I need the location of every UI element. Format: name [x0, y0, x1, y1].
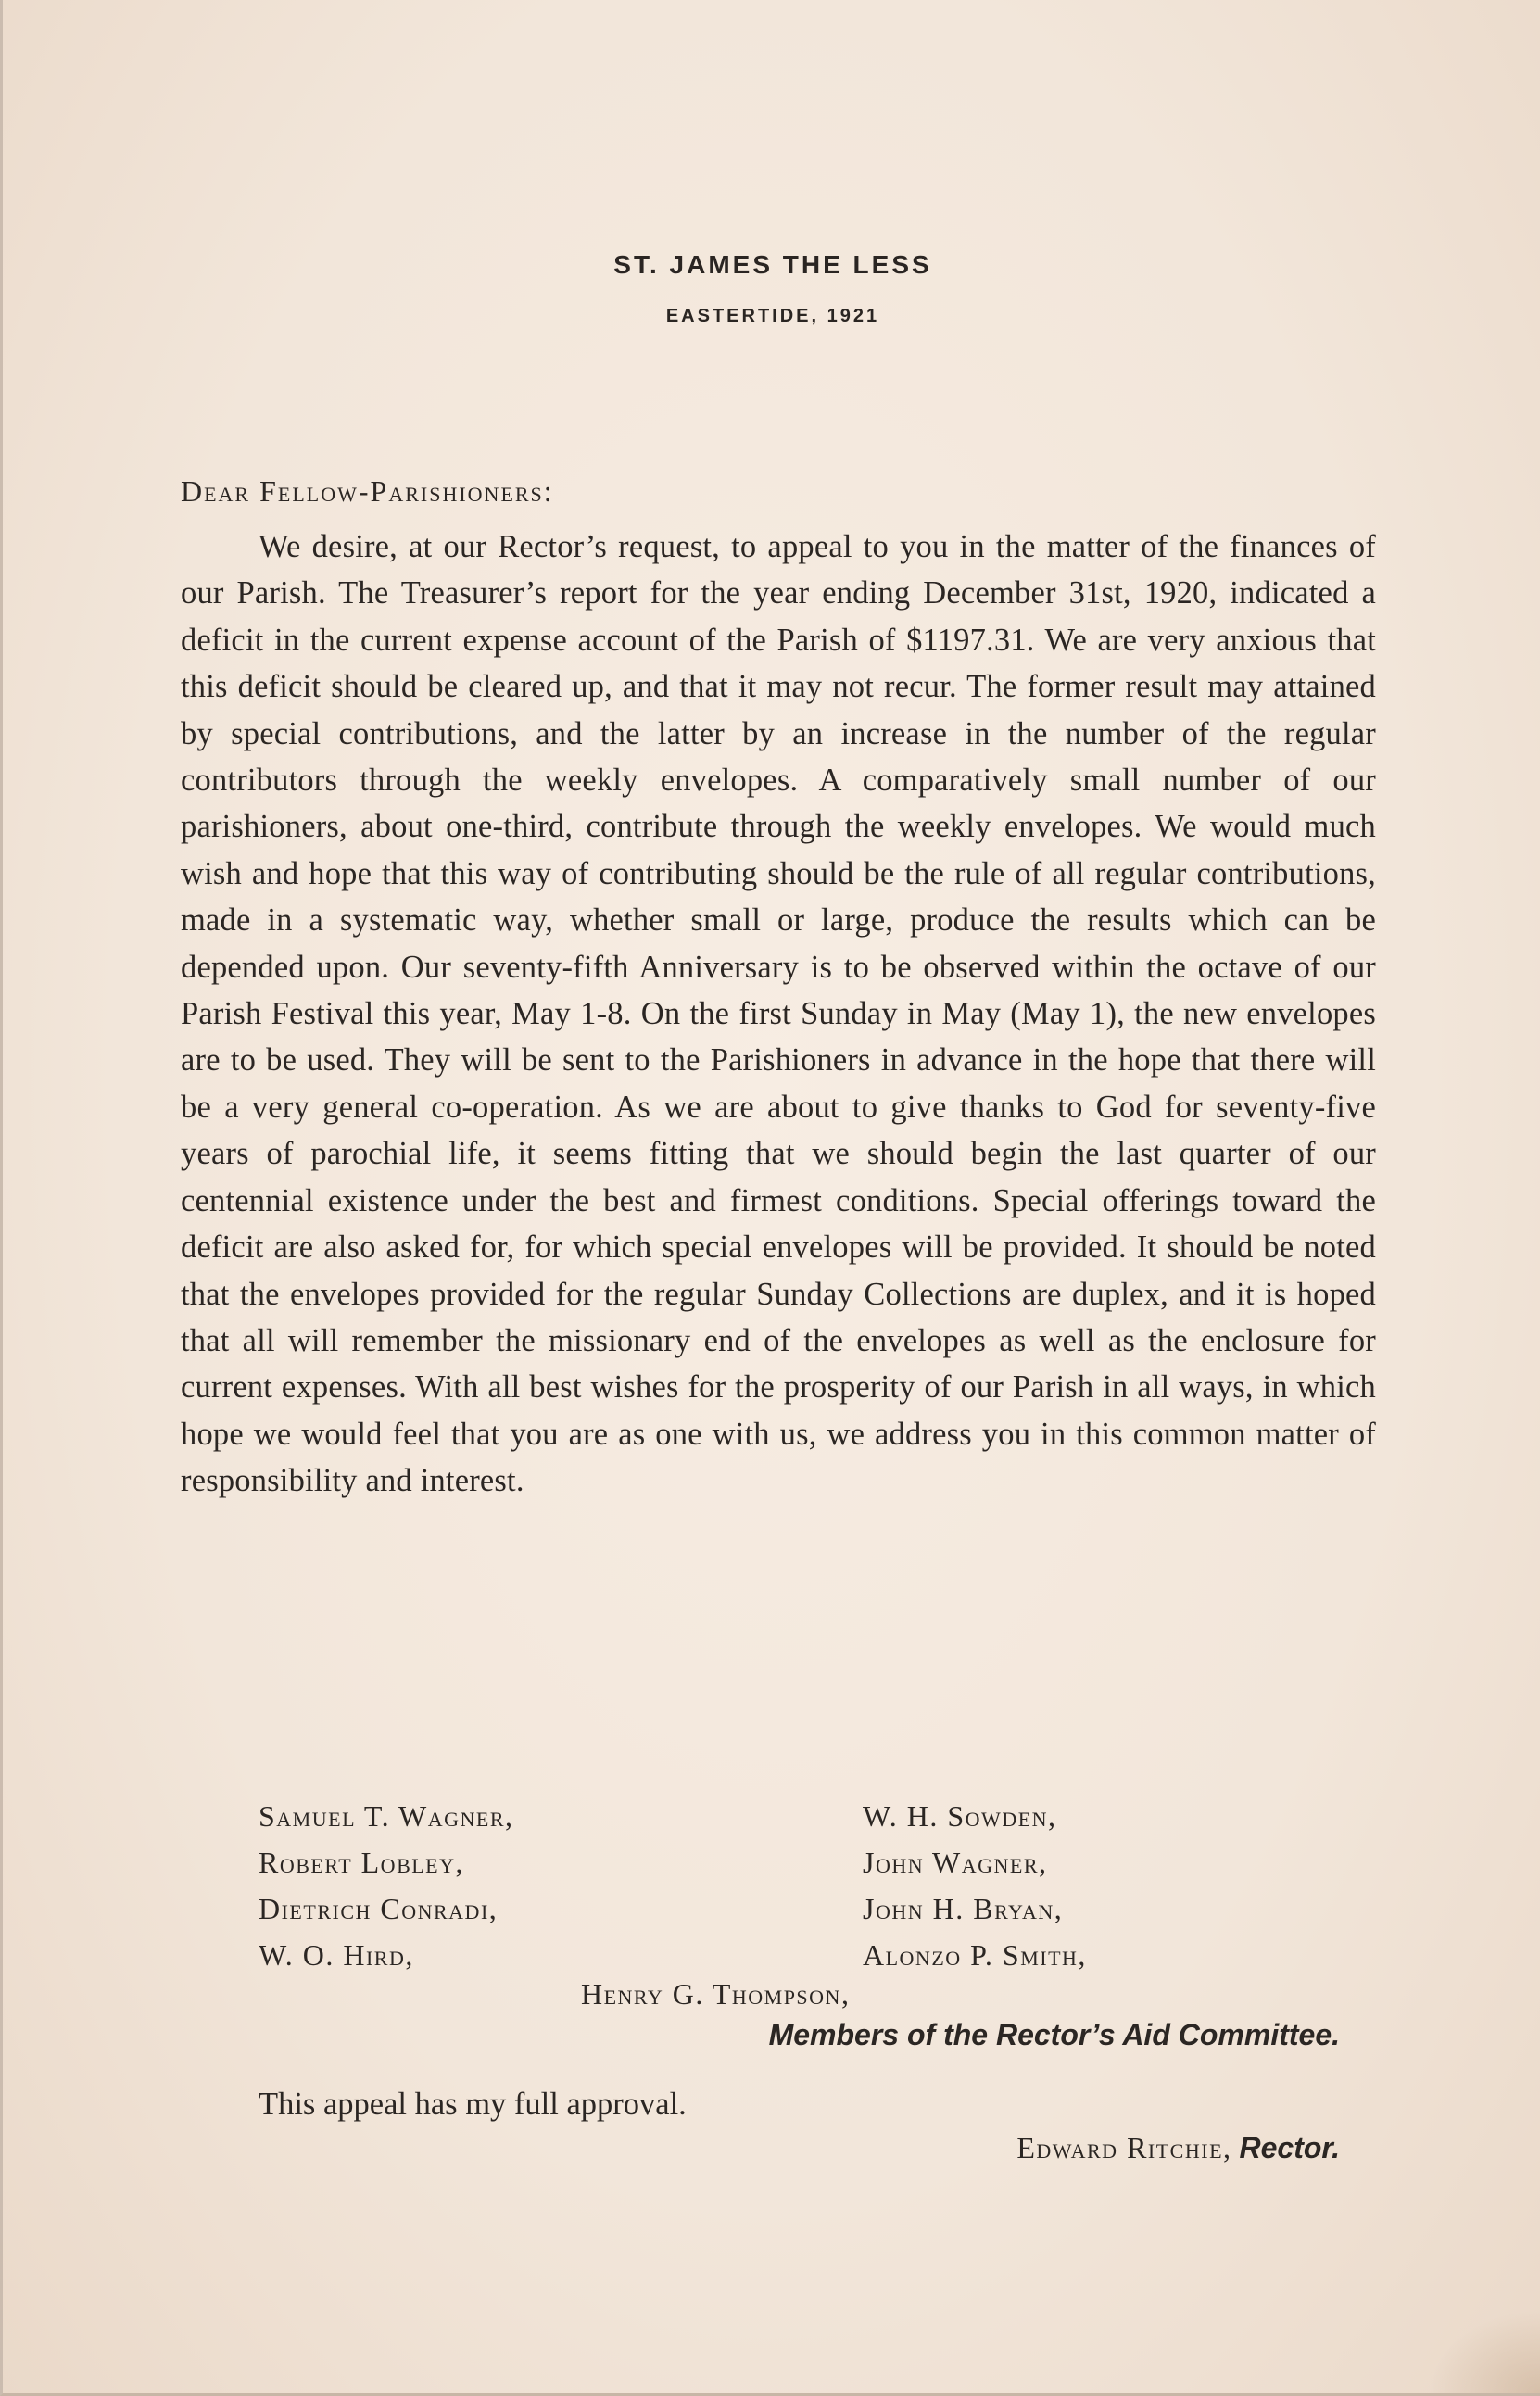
salutation: Dear Fellow-Parishioners: [181, 474, 554, 508]
letter-date: EASTERTIDE, 1921 [665, 306, 880, 326]
parish-title: ST. JAMES THE LESS [613, 250, 932, 279]
signatory-right-3: John H. Bryan, [863, 1892, 1064, 1925]
signatory-right-1: W. H. Sowden, [863, 1799, 1057, 1833]
signatory-right-2: John Wagner, [863, 1846, 1048, 1879]
signatory-left-4: W. O. Hird, [259, 1938, 414, 1972]
rector-title: Rector. [1239, 2131, 1340, 2164]
paper-stain [1429, 2310, 1540, 2393]
signatory-left-1: Samuel T. Wagner, [259, 1799, 514, 1833]
approval-text: This appeal has my full approval. [259, 2087, 687, 2122]
rector-signature [1016, 2131, 1340, 2165]
signatory-left-3: Dietrich Conradi, [259, 1892, 499, 1925]
signatory-left-2: Robert Lobley, [259, 1846, 465, 1879]
signatory-right-4: Alonzo P. Smith, [863, 1938, 1087, 1972]
committee-name: Members of the Rector’s Aid Committee. [768, 2018, 1340, 2051]
rector-name: Edward Ritchie, [1016, 2131, 1232, 2164]
signatory-center: Henry G. Thompson, [581, 1977, 851, 2011]
letter-body: We desire, at our Rector’s request, to appeal to you in the matter of the finances of our Parish. The Treasurer’s report for the year ending December 31st, 1920, indicated a deficit in the current expense account of the Parish of $1197.31. We are very anxious that this deficit should be cleared up, and that it may not recur. The former result may attained by special contributions, and the latter by an increase in the number of the regular contributors through the weekly envelopes. A comparatively small number of our parishioners, about one-third, contribute through the weekly envelopes. We would much wish and hope that this way of contributing should be the rule of all regular contributions, made in a systematic way, whether small or large, produce the results which can be depended upon. Our seventy-fifth Anniversary is to be observed within the octave of our Parish Festival this year, May 1-8. On the first Sunday in May (May 1), the new envelopes are to be used. They will be sent to the Parishioners in advance in the hope that there will be a very general co-operation. As we are about to give thanks to God for seventy-five years of parochial life, it seems fitting that we should begin the last quarter of our centennial existence under the best and firmest conditions. Special offerings toward the deficit are also asked for, for which special envelopes will be provided. It should be noted that the envelopes provided for the regular Sunday Collections are duplex, and it is hoped that all will remember the missionary end of the envelopes as well as the enclosure for current expenses. With all best wishes for the prosperity of our Parish in all ways, in which hope we would feel that you are as one with us, we address you in this common matter of responsibility and interest. [181, 529, 1376, 1499]
